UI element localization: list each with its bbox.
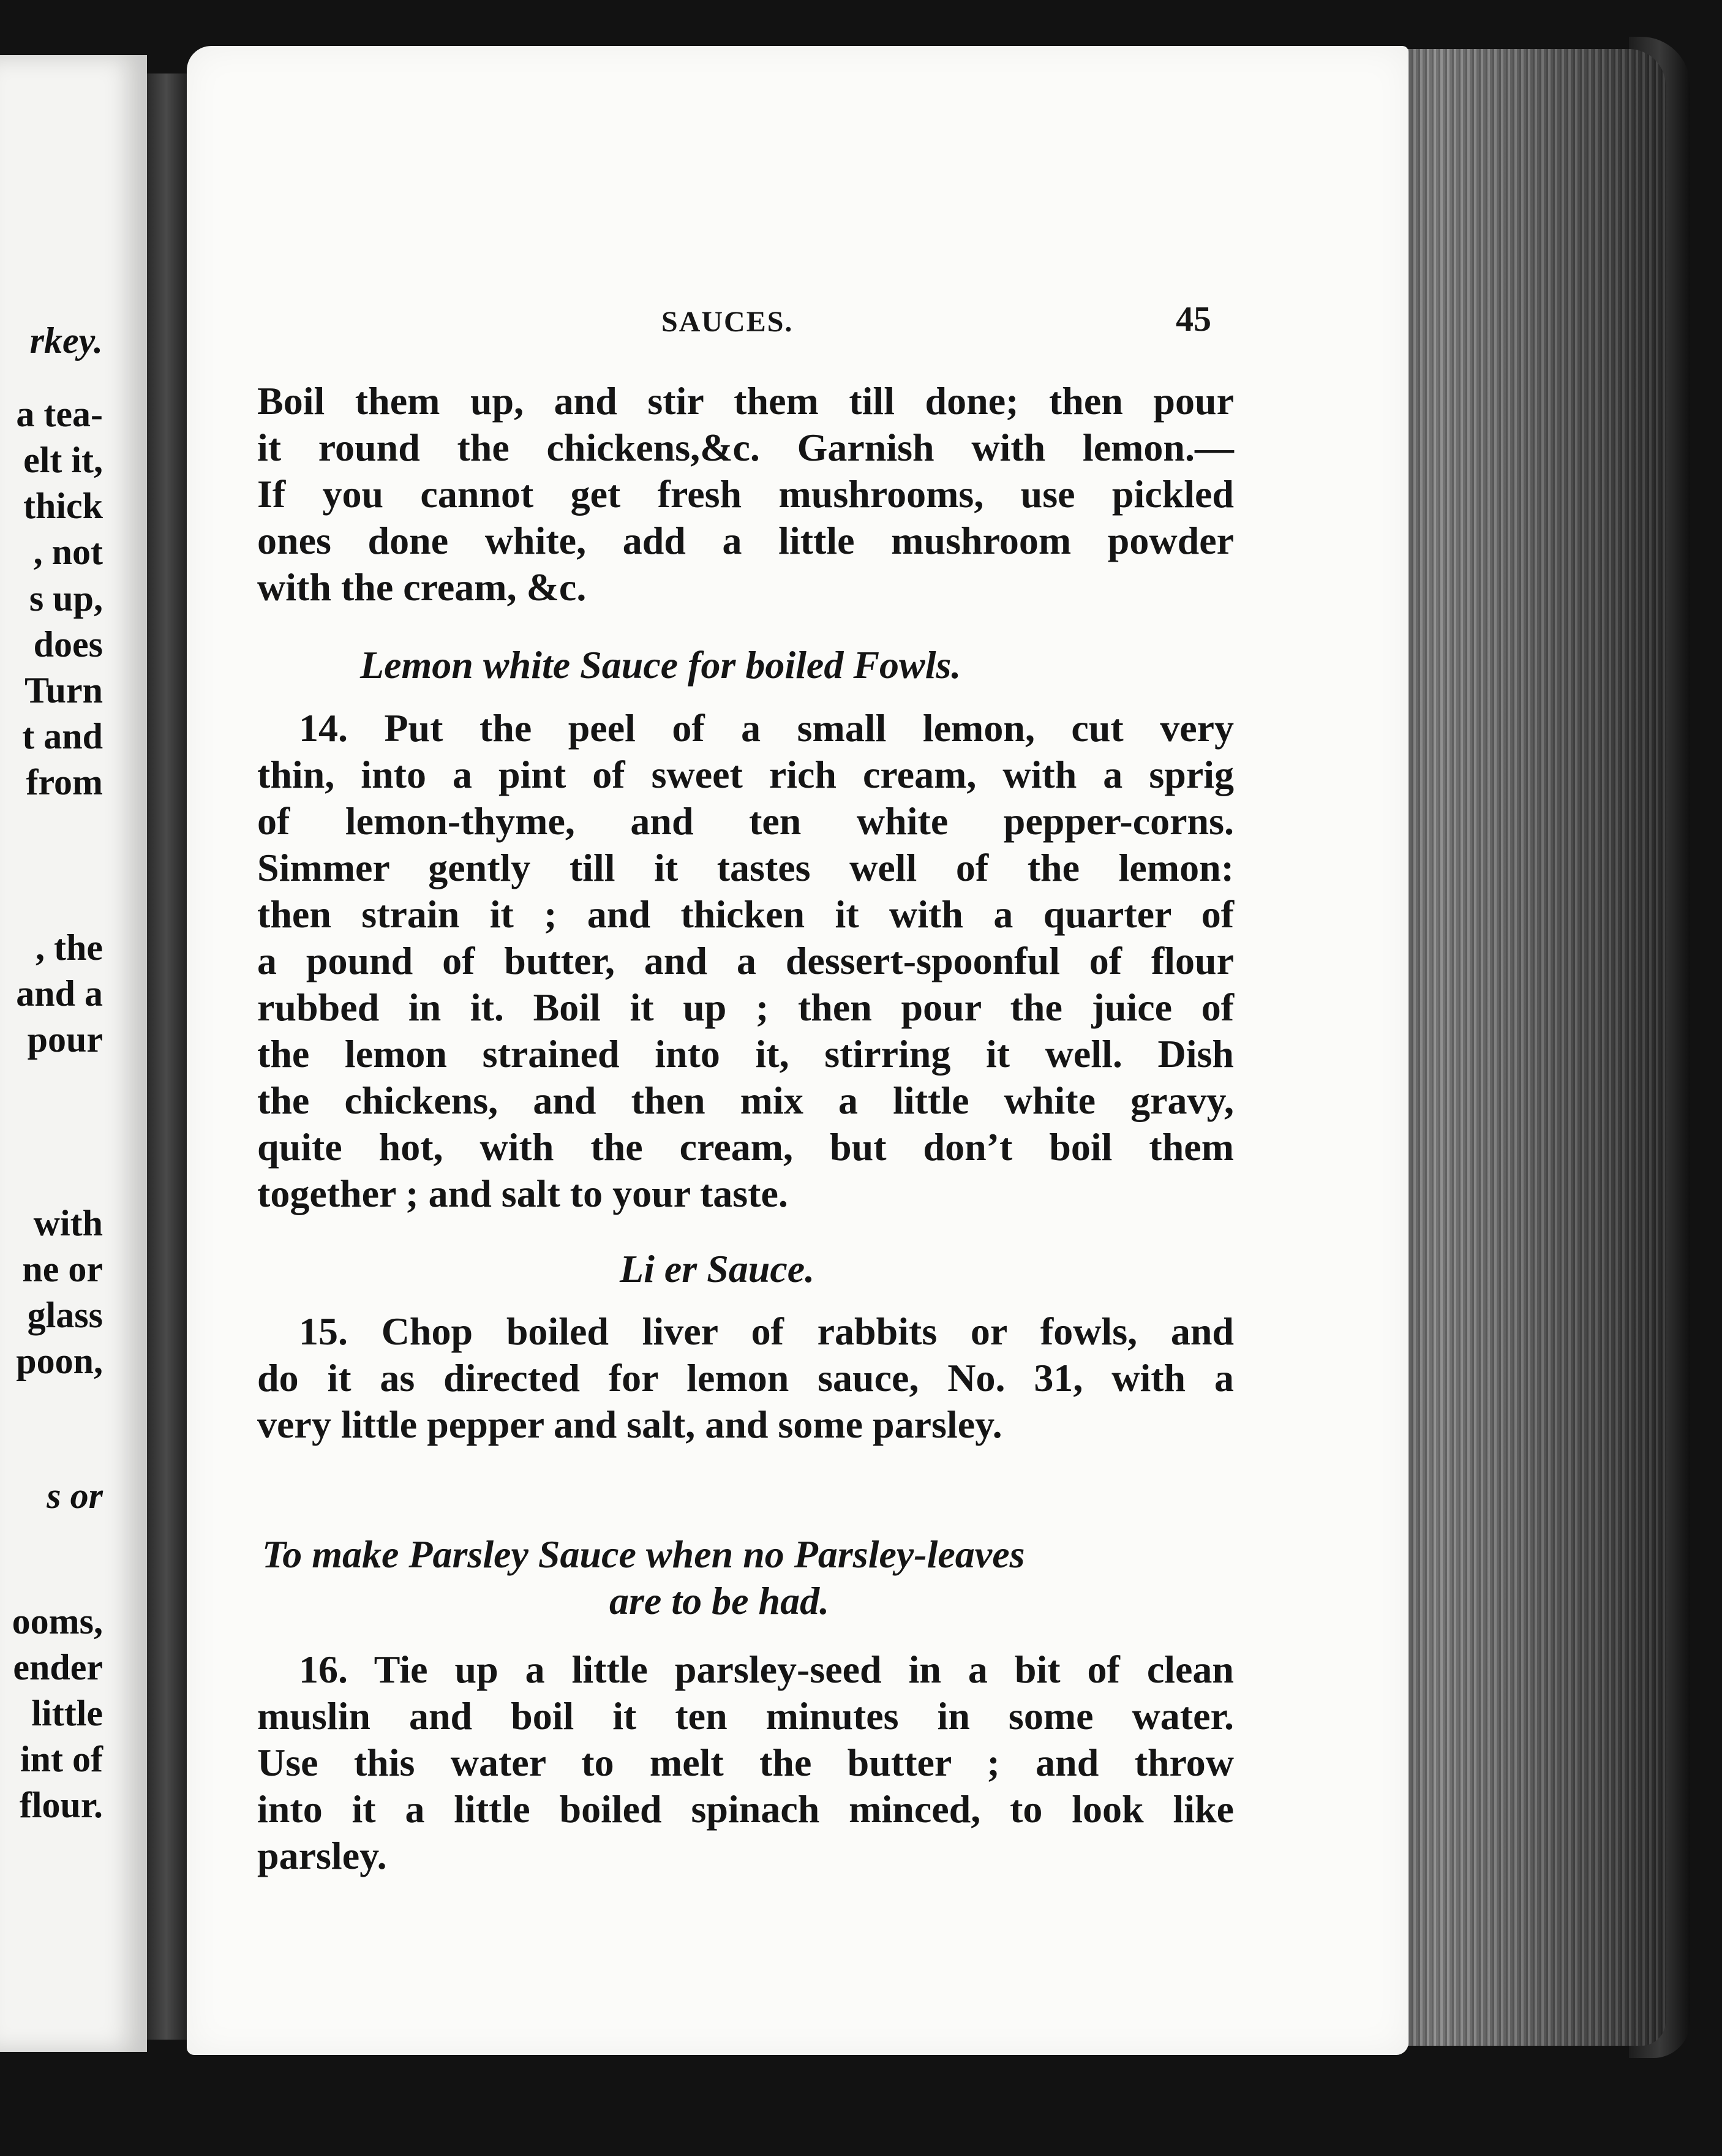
running-head: SAUCES. (661, 306, 794, 338)
text-line: 16. Tie up a little parsley-seed in a bit of clean (299, 1648, 1234, 1691)
text-line: it round the chickens,&c. Garnish with lemon.— (257, 426, 1234, 469)
text-line: of lemon-thyme, and ten white pepper-corns. (257, 799, 1234, 843)
left-page-line: , the (36, 927, 103, 968)
text-line: the chickens, and then mix a little white gravy, (257, 1079, 1234, 1122)
left-page-line: with (33, 1203, 103, 1243)
left-page-line: flour. (19, 1785, 103, 1825)
left-page-line: ne or (22, 1249, 103, 1289)
text-line: do it as directed for lemon sauce, No. 31, with a (257, 1356, 1234, 1400)
section-heading-lemon-white-sauce: Lemon white Sauce for boiled Fowls. (360, 643, 961, 687)
section-heading-parsley-sauce: To make Parsley Sauce when no Parsley-leaves (262, 1532, 1025, 1576)
left-page-line: ender (13, 1647, 103, 1687)
text-line: muslin and boil it ten minutes in some water. (257, 1694, 1234, 1738)
left-page-line: ooms, (12, 1601, 103, 1642)
text-line: the lemon strained into it, stirring it well. Dish (257, 1032, 1234, 1076)
text-line: ones done white, add a little mushroom powder (257, 519, 1234, 562)
text-line: 14. Put the peel of a small lemon, cut very (299, 706, 1234, 750)
left-page-line: and a (16, 973, 103, 1014)
text-line: Simmer gently till it tastes well of the lemon: (257, 846, 1234, 889)
text-line: rubbed in it. Boil it up ; then pour the juice of (257, 986, 1234, 1029)
text-line: together ; and salt to your taste. (257, 1172, 788, 1215)
left-page-line: elt it, (23, 440, 103, 480)
text-line: parsley. (257, 1834, 387, 1877)
text-line: If you cannot get fresh mushrooms, use pickled (257, 472, 1234, 516)
left-page-line: from (26, 762, 103, 802)
section-heading-liver-sauce: Li er Sauce. (620, 1247, 815, 1291)
text-line: Use this water to melt the butter ; and throw (257, 1741, 1234, 1784)
left-page-line: s up, (29, 578, 103, 619)
left-page-line: t and (22, 716, 103, 756)
text-line: then strain it ; and thicken it with a quarter of (257, 892, 1234, 936)
text-line: Boil them up, and stir them till done; then pour (257, 379, 1234, 423)
left-page-line: rkey. (29, 320, 103, 361)
left-page-line: s or (47, 1476, 103, 1516)
text-line: quite hot, with the cream, but don’t boil them (257, 1125, 1234, 1169)
left-page-line: Turn (24, 670, 103, 710)
book-fore-edge (1378, 49, 1666, 2046)
left-page-line: pour (27, 1019, 103, 1060)
text-line: into it a little boiled spinach minced, to look like (257, 1787, 1234, 1831)
page-number: 45 (1176, 299, 1211, 339)
left-page-line: poon, (16, 1341, 103, 1381)
section-heading-parsley-sauce-cont: are to be had. (609, 1579, 830, 1623)
book-gutter (147, 74, 190, 2040)
left-page-line: , not (33, 532, 103, 572)
left-page-line: int of (20, 1739, 103, 1779)
left-page-line: a tea- (16, 394, 103, 434)
text-line: very little pepper and salt, and some parsley. (257, 1403, 1002, 1446)
left-page-line: glass (27, 1295, 103, 1335)
text-line: a pound of butter, and a dessert-spoonful of flour (257, 939, 1234, 982)
left-facing-page (0, 55, 147, 2052)
left-page-line: thick (23, 486, 103, 526)
text-line: with the cream, &c. (257, 565, 587, 609)
text-line: thin, into a pint of sweet rich cream, with a sprig (257, 753, 1234, 796)
left-page-line: little (31, 1693, 103, 1733)
left-page-line: does (33, 624, 103, 665)
text-line: 15. Chop boiled liver of rabbits or fowls, and (299, 1310, 1234, 1353)
